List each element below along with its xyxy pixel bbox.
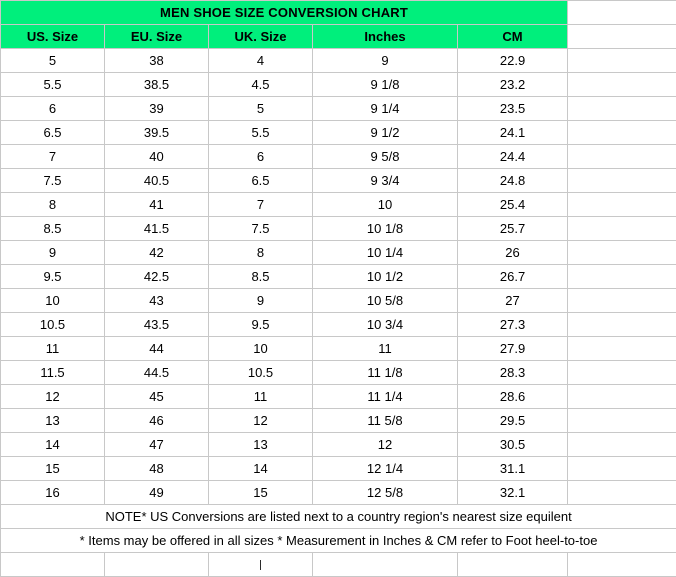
cell-eu-size[interactable]: 42 [105,241,209,265]
empty-cell[interactable] [568,193,676,217]
cell-uk-size[interactable]: 11 [209,385,313,409]
cell-us-size[interactable]: 6.5 [1,121,105,145]
column-header-inches: Inches [313,25,458,49]
title-row [1,1,676,25]
cell-us-size[interactable]: 11 [1,337,105,361]
cell-uk-size[interactable]: 10.5 [209,361,313,385]
cell-cm[interactable]: 24.8 [458,169,568,193]
cell-eu-size[interactable]: 38 [105,49,209,73]
empty-cell[interactable] [568,409,676,433]
empty-cell[interactable] [1,553,105,577]
cell-cm[interactable]: 24.4 [458,145,568,169]
cell-eu-size[interactable]: 38.5 [105,73,209,97]
cell-us-size[interactable]: 8 [1,193,105,217]
empty-cell[interactable] [568,49,676,73]
cursor-tick-icon [260,560,261,570]
note-measurement: * Items may be offered in all sizes * Measurement in Inches & CM refer to Foot heel-to-toe [1,529,676,553]
cell-uk-size[interactable]: 15 [209,481,313,505]
table-row [1,145,676,169]
cell-cm[interactable]: 23.5 [458,97,568,121]
table-row [1,457,676,481]
cell-eu-size[interactable]: 46 [105,409,209,433]
cell-us-size[interactable]: 5.5 [1,73,105,97]
cell-cm[interactable]: 26.7 [458,265,568,289]
empty-cell[interactable] [105,553,209,577]
cell-uk-size[interactable]: 8.5 [209,265,313,289]
table-row [1,73,676,97]
cell-uk-size[interactable]: 6.5 [209,169,313,193]
column-header-row [1,25,676,49]
cell-eu-size[interactable]: 40.5 [105,169,209,193]
cell-inches[interactable]: 11 [313,337,458,361]
cell-cm[interactable]: 23.2 [458,73,568,97]
table-row [1,361,676,385]
cell-cm[interactable]: 29.5 [458,409,568,433]
chart-title: MEN SHOE SIZE CONVERSION CHART [1,1,568,25]
cell-uk-size[interactable]: 6 [209,145,313,169]
cell-inches[interactable]: 10 [313,193,458,217]
column-header-eu-size: EU. Size [105,25,209,49]
cell-inches[interactable]: 10 1/4 [313,241,458,265]
cell-us-size[interactable]: 10 [1,289,105,313]
table-row [1,121,676,145]
empty-cell[interactable] [568,1,676,25]
cell-uk-size[interactable]: 10 [209,337,313,361]
column-header-uk-size: UK. Size [209,25,313,49]
cell-us-size[interactable]: 10.5 [1,313,105,337]
table-row [1,265,676,289]
cell-cm[interactable]: 28.3 [458,361,568,385]
empty-cell[interactable] [568,289,676,313]
cell-eu-size[interactable]: 41.5 [105,217,209,241]
cell-eu-size[interactable]: 48 [105,457,209,481]
empty-cell[interactable] [568,25,676,49]
cell-us-size[interactable]: 9 [1,241,105,265]
cell-eu-size[interactable]: 40 [105,145,209,169]
empty-cell[interactable] [568,241,676,265]
empty-cell[interactable] [568,481,676,505]
table-row [1,385,676,409]
cell-us-size[interactable]: 7 [1,145,105,169]
table-row [1,409,676,433]
cell-uk-size[interactable]: 9.5 [209,313,313,337]
empty-cell[interactable] [458,553,568,577]
table-row [1,481,676,505]
cell-uk-size[interactable]: 8 [209,241,313,265]
cell-inches[interactable]: 11 5/8 [313,409,458,433]
empty-cell[interactable] [568,433,676,457]
cell-uk-size[interactable]: 14 [209,457,313,481]
empty-cell[interactable] [568,361,676,385]
cell-eu-size[interactable]: 44 [105,337,209,361]
cell-uk-size[interactable]: 7.5 [209,217,313,241]
cell-us-size[interactable]: 14 [1,433,105,457]
cell-eu-size[interactable]: 39 [105,97,209,121]
table-row [1,49,676,73]
cell-uk-size[interactable]: 9 [209,289,313,313]
cell-uk-size[interactable]: 12 [209,409,313,433]
cell-cm[interactable]: 27.3 [458,313,568,337]
note-conversions: NOTE* US Conversions are listed next to a country region's nearest size equilent [1,505,676,529]
bottom-empty-row [1,553,676,577]
empty-cell[interactable] [209,553,313,577]
table-row [1,169,676,193]
table-row [1,313,676,337]
cell-us-size[interactable]: 16 [1,481,105,505]
cell-us-size[interactable]: 12 [1,385,105,409]
empty-cell[interactable] [568,121,676,145]
table-row [1,289,676,313]
cell-uk-size[interactable]: 5.5 [209,121,313,145]
cell-us-size[interactable]: 15 [1,457,105,481]
cell-cm[interactable]: 27 [458,289,568,313]
cell-inches[interactable]: 9 1/2 [313,121,458,145]
cell-eu-size[interactable]: 41 [105,193,209,217]
empty-cell[interactable] [568,553,676,577]
cell-cm[interactable]: 25.7 [458,217,568,241]
empty-cell[interactable] [568,145,676,169]
cell-cm[interactable]: 26 [458,241,568,265]
table-row [1,97,676,121]
cell-cm[interactable]: 22.9 [458,49,568,73]
table-row [1,337,676,361]
empty-cell[interactable] [568,169,676,193]
cell-inches[interactable]: 10 1/2 [313,265,458,289]
empty-cell[interactable] [313,553,458,577]
cell-inches[interactable]: 10 5/8 [313,289,458,313]
cell-uk-size[interactable]: 13 [209,433,313,457]
empty-cell[interactable] [568,337,676,361]
empty-cell[interactable] [568,457,676,481]
cell-inches[interactable]: 9 1/4 [313,97,458,121]
cell-inches[interactable]: 9 3/4 [313,169,458,193]
cell-inches[interactable]: 12 5/8 [313,481,458,505]
note-row [1,529,676,553]
cell-inches[interactable]: 11 1/8 [313,361,458,385]
cell-eu-size[interactable]: 44.5 [105,361,209,385]
cell-cm[interactable]: 30.5 [458,433,568,457]
table-row [1,241,676,265]
cell-us-size[interactable]: 7.5 [1,169,105,193]
cell-cm[interactable]: 27.9 [458,337,568,361]
cell-eu-size[interactable]: 43.5 [105,313,209,337]
column-header-us-size: US. Size [1,25,105,49]
empty-cell[interactable] [568,97,676,121]
cell-uk-size[interactable]: 7 [209,193,313,217]
cell-inches[interactable]: 9 1/8 [313,73,458,97]
cell-us-size[interactable]: 13 [1,409,105,433]
empty-cell[interactable] [568,313,676,337]
note-row [1,505,676,529]
cell-cm[interactable]: 24.1 [458,121,568,145]
empty-cell[interactable] [568,385,676,409]
cell-eu-size[interactable]: 39.5 [105,121,209,145]
table-row [1,433,676,457]
cell-eu-size[interactable]: 42.5 [105,265,209,289]
empty-cell[interactable] [568,265,676,289]
empty-cell[interactable] [568,73,676,97]
cell-us-size[interactable]: 5 [1,49,105,73]
cell-cm[interactable]: 32.1 [458,481,568,505]
cell-us-size[interactable]: 9.5 [1,265,105,289]
cell-inches[interactable]: 11 1/4 [313,385,458,409]
cell-uk-size[interactable]: 4.5 [209,73,313,97]
cell-eu-size[interactable]: 45 [105,385,209,409]
column-header-cm: CM [458,25,568,49]
cell-inches[interactable]: 9 5/8 [313,145,458,169]
cell-eu-size[interactable]: 47 [105,433,209,457]
cell-us-size[interactable]: 11.5 [1,361,105,385]
cell-cm[interactable]: 28.6 [458,385,568,409]
table-row [1,217,676,241]
empty-cell[interactable] [568,217,676,241]
cell-cm[interactable]: 25.4 [458,193,568,217]
cell-us-size[interactable]: 6 [1,97,105,121]
cell-uk-size[interactable]: 4 [209,49,313,73]
cell-inches[interactable]: 12 [313,433,458,457]
cell-inches[interactable]: 12 1/4 [313,457,458,481]
cell-uk-size[interactable]: 5 [209,97,313,121]
cell-inches[interactable]: 9 [313,49,458,73]
cell-cm[interactable]: 31.1 [458,457,568,481]
cell-us-size[interactable]: 8.5 [1,217,105,241]
cell-inches[interactable]: 10 3/4 [313,313,458,337]
cell-eu-size[interactable]: 43 [105,289,209,313]
cell-eu-size[interactable]: 49 [105,481,209,505]
cell-inches[interactable]: 10 1/8 [313,217,458,241]
table-row [1,193,676,217]
